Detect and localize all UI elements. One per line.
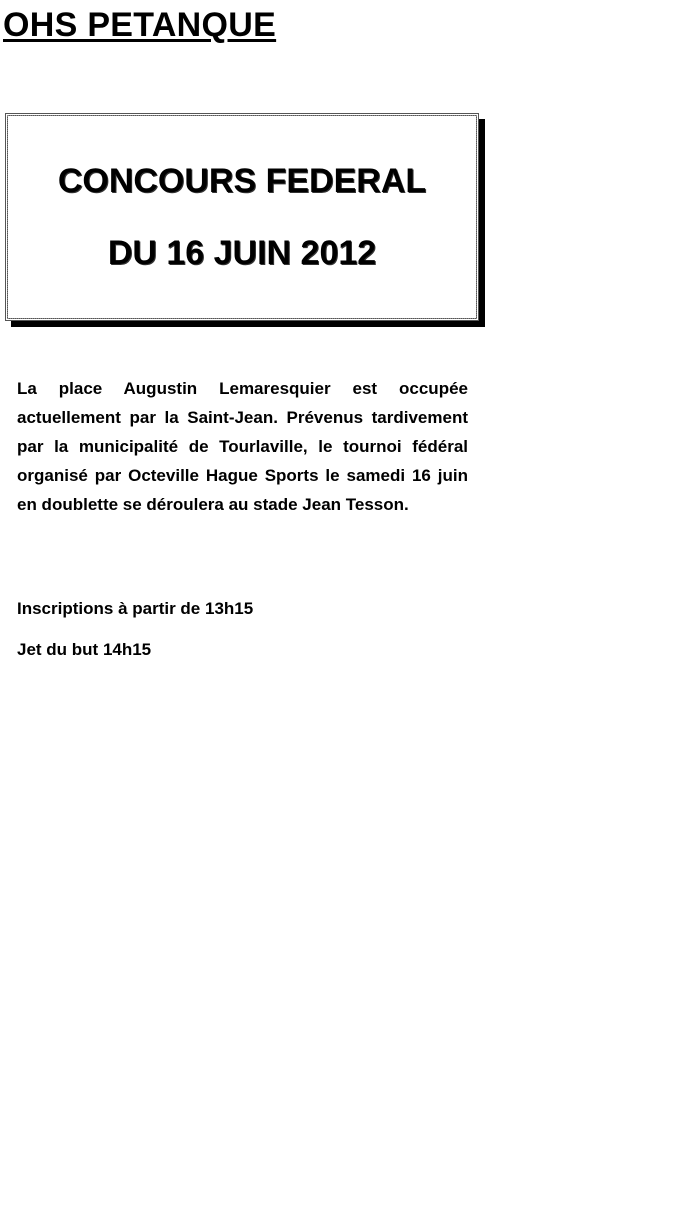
banner-line-1: CONCOURS FEDERAL bbox=[57, 162, 427, 200]
event-banner bbox=[5, 113, 479, 321]
page-title: OHS PETANQUE bbox=[3, 6, 277, 44]
start-time: Jet du but 14h15 bbox=[17, 640, 152, 659]
registration-time: Inscriptions à partir de 13h15 bbox=[17, 599, 254, 618]
banner-line-2: DU 16 JUIN 2012 bbox=[107, 234, 377, 272]
article-paragraph: La place Augustin Lemaresquier est occupée actuellement par la Saint-Jean. Prévenus tardivement par la municipalité de Tourlaville, le tournoi fédéral organisé par Octeville Hague Sports le samedi 16 juin en doublette se déroulera au stade Jean Tesson. bbox=[17, 379, 468, 514]
